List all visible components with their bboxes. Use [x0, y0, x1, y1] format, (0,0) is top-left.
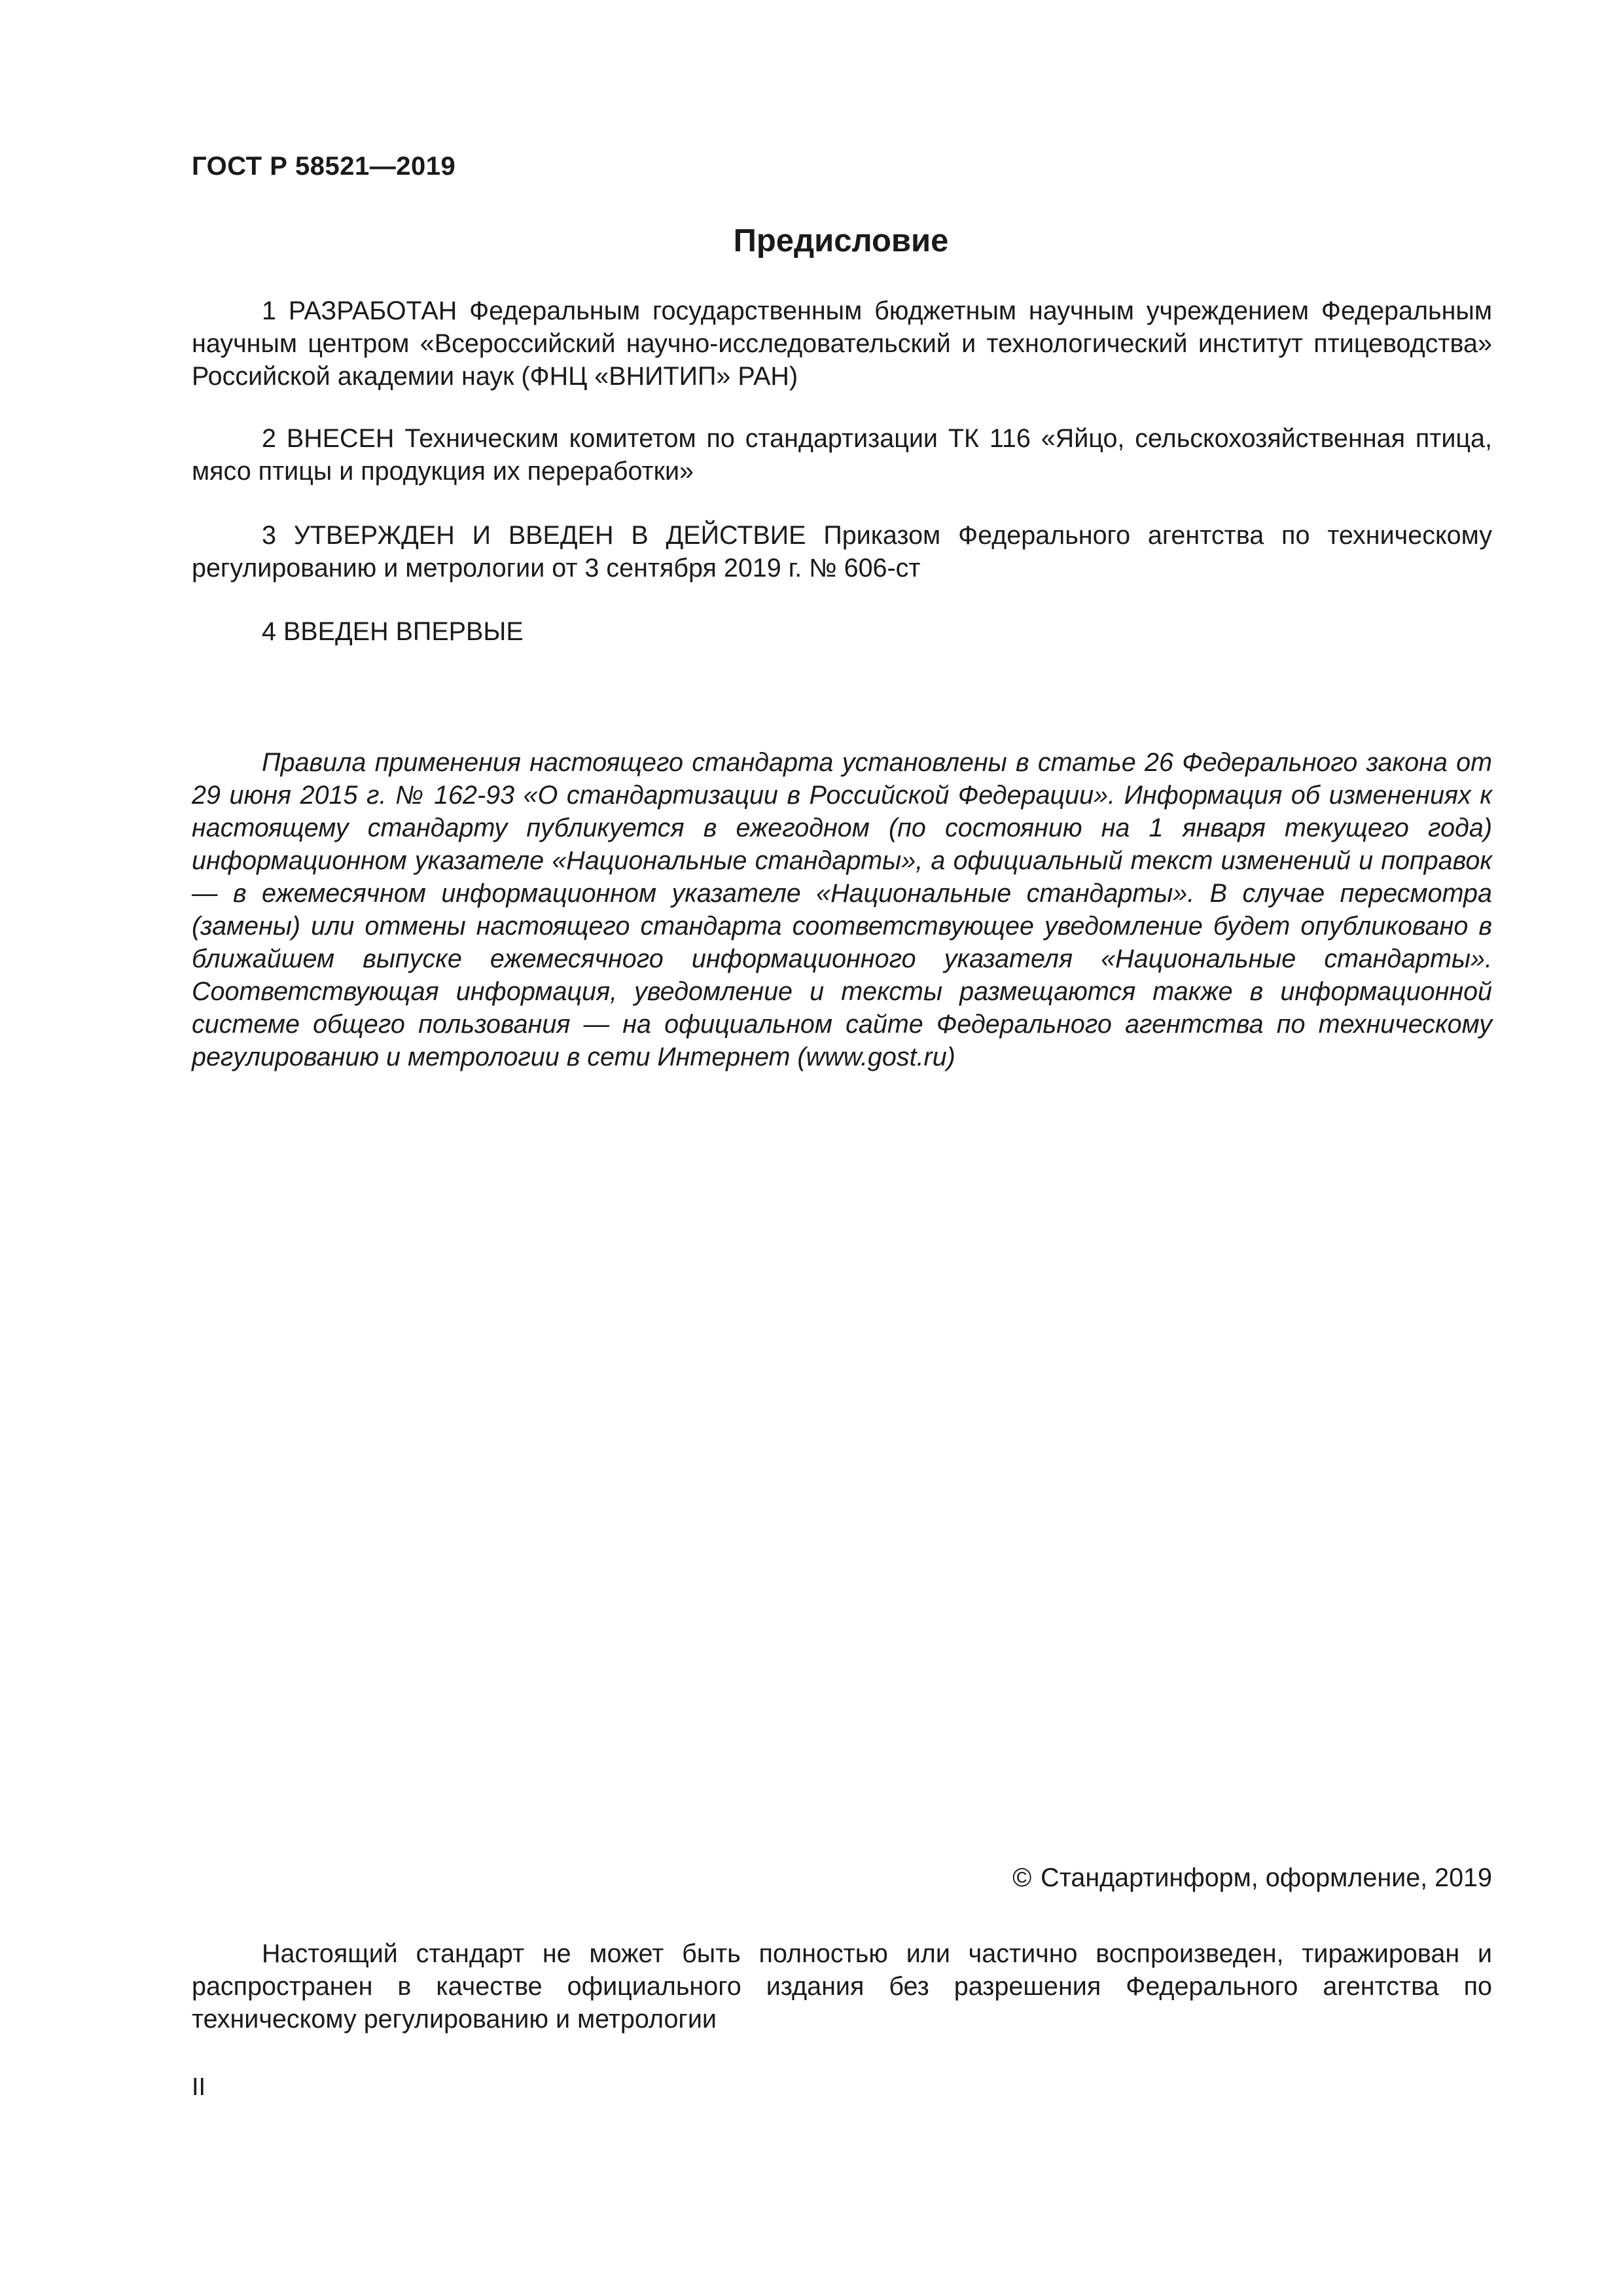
foreword-item-3 — [192, 519, 1492, 584]
rules-text: Правила применения настоящего стандарта установлены в статье 26 Федерального закона от 29 июня 2015 г. № 162-93 «О стандартизации в Российской Федерации». Информация об изменениях к настоящему стандарту публикуется в ежегодном (по состоянию на 1 января текущего года) информационном указателе «Национальные стандарты», а официальный текст изменений и поправок — в ежемесячном информационном указателе «Национальные стандарты». В случае пересмотра (замены) или отмены настоящего стандарта соответствующее уведомление будет опубликовано в ближайшем выпуске ежемесячного информационного указателя «Национальные стандарты». Соответствующая информация, уведомление и тексты размещаются также в информационной системе общего пользования — на официальном сайте Федерального агентства по техническому регулированию и метрологии в сети Интернет (www.gost.ru) — [192, 748, 1492, 1071]
copyright-icon: © — [1012, 1863, 1032, 1892]
reproduction-notice — [192, 1937, 1492, 2036]
item-number: 2 — [262, 424, 276, 453]
application-rules-paragraph — [192, 746, 1492, 1073]
standard-id: ГОСТ Р 58521—2019 — [192, 152, 456, 181]
foreword-item-2 — [192, 422, 1492, 488]
item-text: УТВЕРЖДЕН И ВВЕДЕН В ДЕЙСТВИЕ Приказом Федерального агентства по техническому регулированию и метрологии от 3 сентября 2019 г. № 606-ст — [192, 521, 1492, 583]
copyright-line — [192, 1863, 1492, 1893]
item-number: 1 — [262, 296, 276, 325]
foreword-item-1 — [192, 295, 1492, 393]
item-number: 3 — [262, 521, 276, 550]
foreword-item-4 — [192, 615, 1492, 648]
page-number: II — [192, 2073, 206, 2101]
copyright-text: Стандартинформ, оформление, 2019 — [1041, 1863, 1492, 1892]
item-text: ВНЕСЕН Техническим комитетом по стандартизации ТК 116 «Яйцо, сельскохозяйственная птица, мясо птицы и продукция их переработки» — [192, 424, 1492, 486]
notice-text: Настоящий стандарт не может быть полностью или частично воспроизведен, тиражирован и распространен в качестве официального издания без разрешения Федерального агентства по техническому регулированию и метрологии — [192, 1939, 1492, 2034]
item-text: ВВЕДЕН ВПЕРВЫЕ — [283, 617, 524, 646]
page-title: Предисловие — [733, 223, 949, 259]
item-text: РАЗРАБОТАН Федеральным государственным бюджетным научным учреждением Федеральным научным центром «Всероссийский научно-исследовательский и технологический институт птицеводства» Российской академии наук (ФНЦ «ВНИТИП» РАН) — [192, 296, 1492, 391]
item-number: 4 — [262, 617, 276, 646]
